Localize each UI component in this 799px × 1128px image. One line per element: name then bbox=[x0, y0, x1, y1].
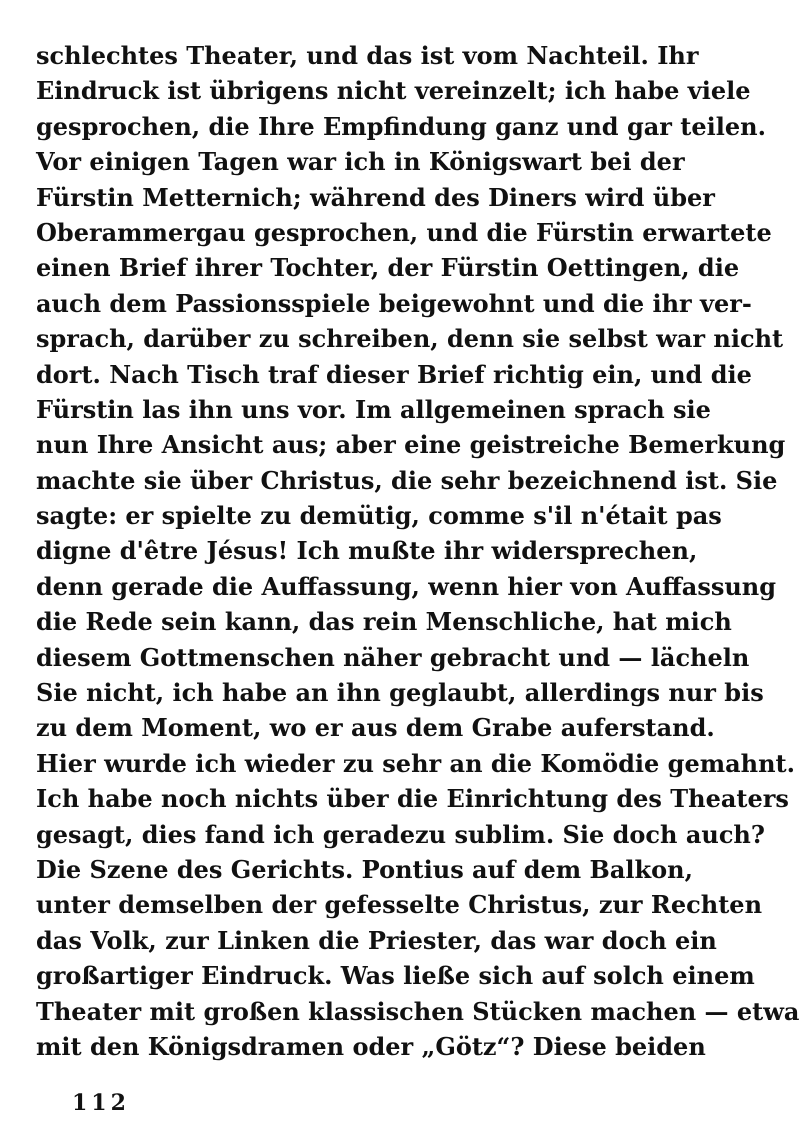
text-line: diesem Gottmenschen näher gebracht und — lächeln bbox=[36, 642, 750, 672]
text-line: sprach, darüber zu schreiben, denn sie selbst war nicht bbox=[36, 324, 784, 354]
text-line: denn gerade die Auffassung, wenn hier von Auffassung bbox=[36, 571, 777, 601]
text-line: einen Brief ihrer Tochter, der Fürstin Oettingen, die bbox=[36, 253, 740, 283]
text-line: Theater mit großen klassischen Stücken machen — etwa bbox=[36, 996, 799, 1026]
text-line: das Volk, zur Linken die Priester, das war doch ein bbox=[36, 925, 717, 955]
text-line: Ich habe noch nichts über die Einrichtung des Theaters bbox=[36, 784, 789, 814]
text-line: zu dem Moment, wo er aus dem Grabe auferstand. bbox=[36, 713, 715, 743]
text-line: machte sie über Christus, die sehr bezeichnend ist. Sie bbox=[36, 465, 778, 495]
text-line: unter demselben der gefesselte Christus, zur Rechten bbox=[36, 890, 763, 920]
text-line: schlechtes Theater, und das ist vom Nachteil. Ihr bbox=[36, 41, 699, 70]
text-line: Die Szene des Gerichts. Pontius auf dem Balkon, bbox=[36, 854, 693, 884]
text-line: die Rede sein kann, das rein Menschliche, hat mich bbox=[36, 607, 732, 637]
text-line: Fürstin Metternich; während des Diners wird über bbox=[36, 182, 715, 212]
text-line: Hier wurde ich wieder zu sehr an die Komödie gemahnt. bbox=[36, 748, 795, 778]
text-line: nun Ihre Ansicht aus; aber eine geistreiche Bemerkung bbox=[36, 430, 786, 460]
text-line: Vor einigen Tagen war ich in Königswart bei der bbox=[36, 147, 685, 177]
text-line: großartiger Eindruck. Was ließe sich auf solch einem bbox=[36, 961, 755, 991]
text-line: Fürstin las ihn uns vor. Im allgemeinen sprach sie bbox=[36, 394, 711, 424]
text-line: dort. Nach Tisch traf dieser Brief richtig ein, und die bbox=[36, 359, 752, 389]
text-line: auch dem Passionsspiele beigewohnt und die ihr ver- bbox=[36, 288, 752, 318]
text-line: digne d'être Jésus! Ich mußte ihr widersprechen, bbox=[36, 536, 698, 566]
text-line: gesagt, dies fand ich geradezu sublim. Sie doch auch? bbox=[36, 819, 765, 849]
page-number: 112 bbox=[72, 1090, 130, 1116]
text-line: Eindruck ist übrigens nicht vereinzelt; ich habe viele bbox=[36, 76, 751, 106]
text-line: Sie nicht, ich habe an ihn geglaubt, allerdings nur bis bbox=[36, 678, 764, 708]
text-line: mit den Königsdramen oder „Götz“? Diese beiden bbox=[36, 1031, 706, 1061]
body-text bbox=[36, 38, 799, 1064]
text-line: sagte: er spielte zu demütig, comme s'il n'était pas bbox=[36, 501, 722, 531]
text-line: gesprochen, die Ihre Empfindung ganz und gar teilen. bbox=[36, 111, 766, 141]
text-line: Oberammergau gesprochen, und die Fürstin erwartete bbox=[36, 217, 772, 247]
